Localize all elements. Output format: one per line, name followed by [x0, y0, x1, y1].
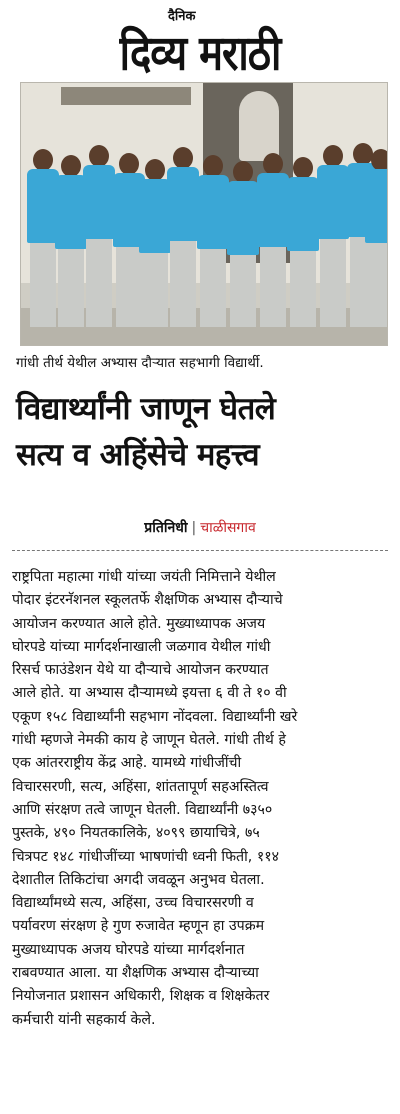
headline-line-2: सत्य व अहिंसेचे महत्त्व — [16, 437, 260, 473]
article-line: रिसर्च फाउंडेशन येथे या दौऱ्याचे आयोजन करण्यात — [12, 662, 269, 679]
article-line: आणि संरक्षण तत्वे जाणून घेतली. विद्यार्थ्यांनी ७३५० — [12, 801, 273, 818]
masthead-title: दिव्य मराठी — [119, 26, 281, 82]
byline-name: प्रतिनिधी — [144, 520, 188, 536]
article-line: कर्मचारी यांनी सहकार्य केले. — [12, 1011, 156, 1028]
article-body — [12, 566, 388, 1032]
article-line: एकूण १५८ विद्यार्थ्यांनी सहभाग नोंदवला. विद्यार्थ्यांनी खरे — [12, 708, 298, 725]
byline-separator: | — [191, 520, 197, 536]
byline — [0, 518, 400, 537]
article-line: पुस्तके, ४९० नियतकालिके, ४०९९ छायाचित्रे, ७५ — [12, 825, 260, 842]
article-line: मुख्याध्यापक अजय घोरपडे यांच्या मार्गदर्शनात — [12, 941, 245, 958]
article-line: नियोजनात प्रशासन अधिकारी, शिक्षक व शिक्षकेतर — [12, 988, 270, 1005]
article-line: पर्यावरण संरक्षण हे गुण रुजावेत म्हणून हा उपक्रम — [12, 918, 265, 935]
masthead-logo — [70, 6, 330, 82]
photo-caption: गांधी तीर्थ येथील अभ्यास दौऱ्यात सहभागी विद्यार्थी. — [16, 355, 264, 371]
byline-place: चाळीसगाव — [200, 520, 256, 536]
article-line: राबवण्यात आला. या शैक्षणिक अभ्यास दौऱ्याच्या — [12, 965, 259, 982]
photo-frame — [61, 87, 191, 105]
masthead-small: दैनिक — [168, 9, 196, 24]
article-line: देशातील तिकिटांचा अगदी जवळून अनुभव घेतला. — [12, 871, 265, 888]
headline — [16, 386, 392, 478]
article-line: चित्रपट १४८ गांधीजींच्या भाषणांची ध्वनी फिती, ११४ — [12, 848, 279, 865]
photo-portrait-face — [239, 91, 279, 161]
article-line: आले होते. या अभ्यास दौऱ्यामध्ये इयत्ता ६ वी ते १० वी — [12, 685, 287, 702]
article-line: गांधी म्हणजे नेमकी काय हे जाणून घेतले. गांधी तीर्थ हे — [12, 732, 286, 749]
article-line: एक आंतरराष्ट्रीय केंद्र आहे. यामध्ये गांधीजींची — [12, 755, 242, 772]
article-line: विचारसरणी, सत्य, अहिंसा, शांततापूर्ण सहअस्तित्व — [12, 778, 269, 795]
article-line: राष्ट्रपिता महात्मा गांधी यांच्या जयंती निमित्ताने येथील — [12, 569, 276, 585]
article-line: विद्यार्थ्यांमध्ये सत्य, अहिंसा, उच्च विचारसरणी व — [12, 895, 254, 912]
article-line: घोरपडे यांच्या मार्गदर्शनाखाली जळगाव येथील गांधी — [12, 638, 271, 655]
article-line: आयोजन करण्यात आले होते. मुख्याध्यापक अजय — [12, 615, 266, 632]
divider — [12, 550, 388, 551]
news-photo — [20, 82, 388, 346]
headline-line-1: विद्यार्थ्यांनी जाणून घेतले — [16, 391, 276, 427]
article-line: पोदार इंटरनॅशनल स्कूलतर्फे शैक्षणिक अभ्यास दौऱ्याचे — [12, 592, 283, 609]
